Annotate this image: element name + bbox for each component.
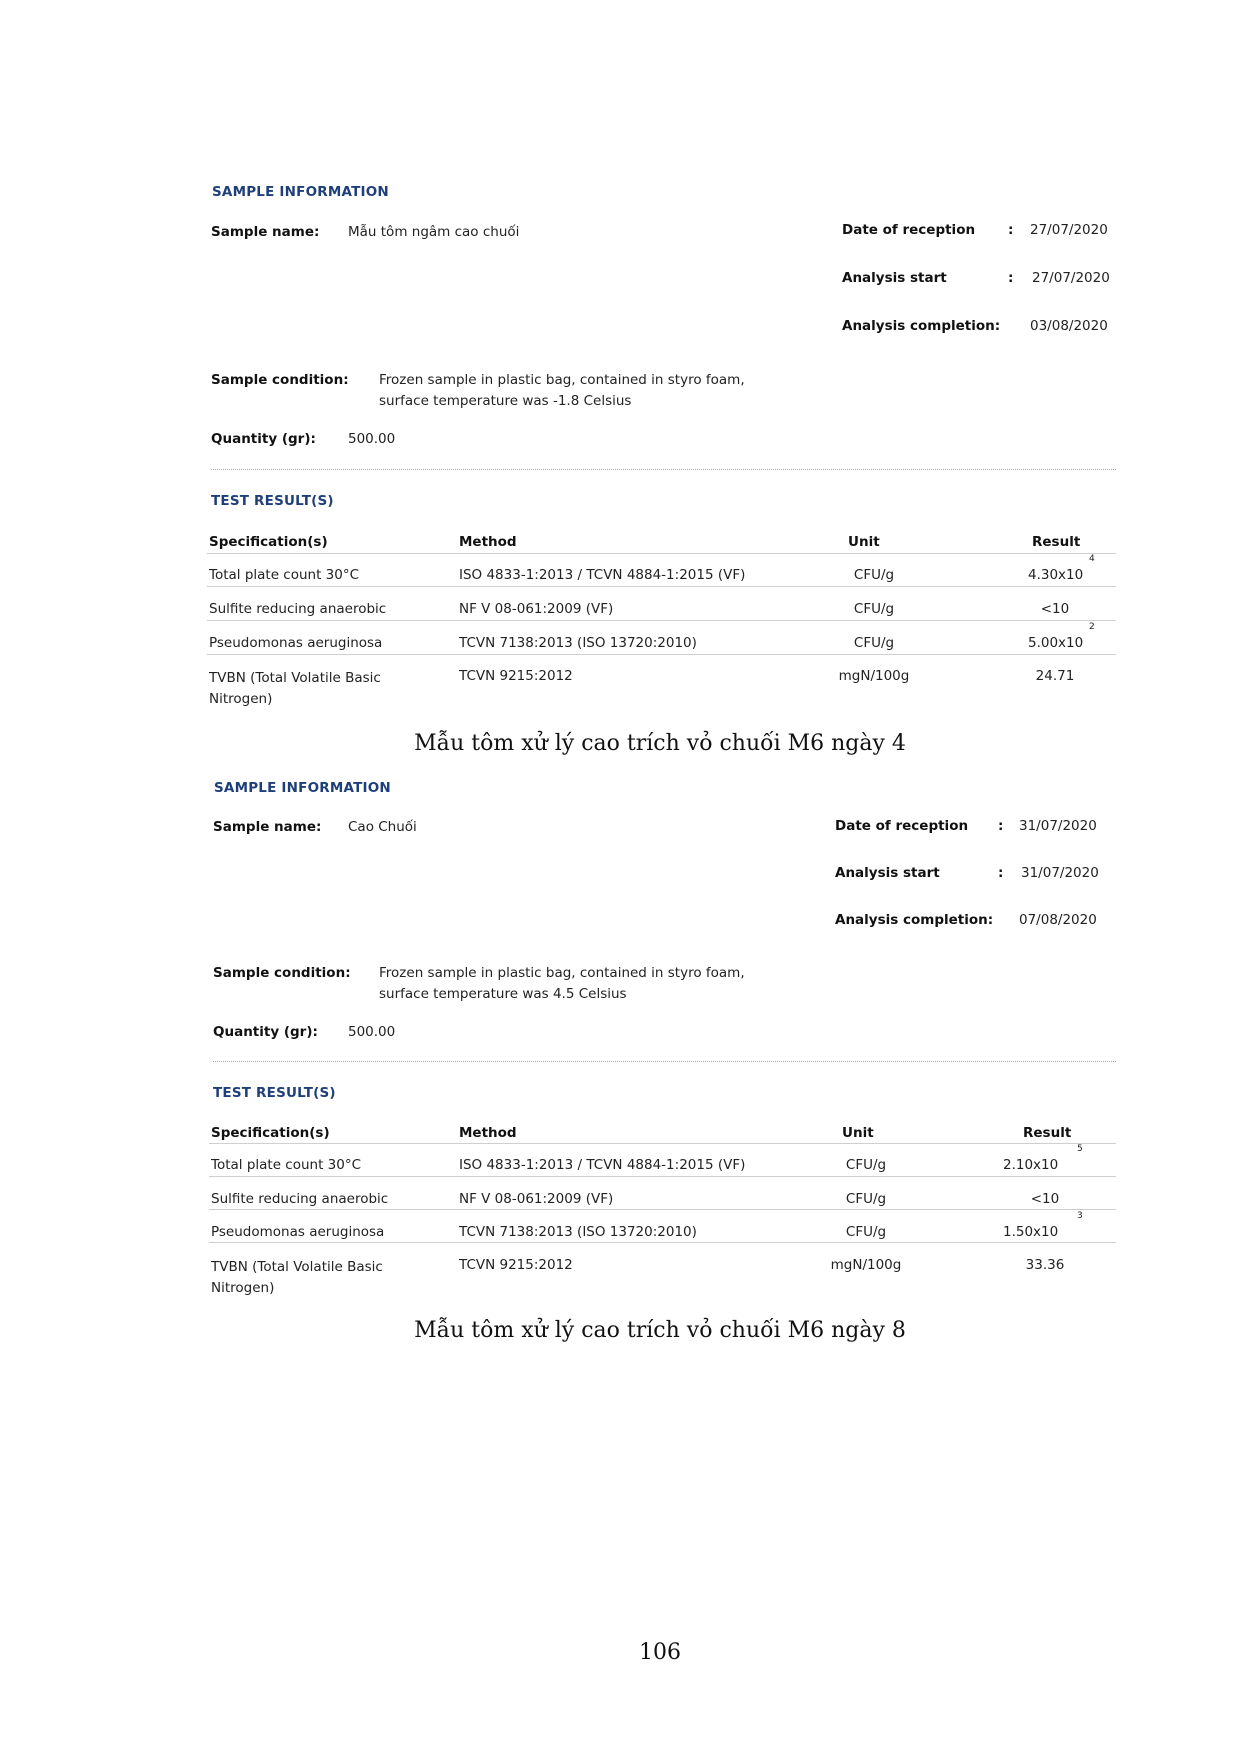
table-cell-result: 1.50x10 <box>1003 1224 1059 1240</box>
analysis-start-value: 31/07/2020 <box>1021 865 1099 881</box>
result-exponent: 4 <box>1089 554 1095 564</box>
page-number: 106 <box>639 1640 681 1665</box>
table-cell-unit: CFU/g <box>845 1157 887 1173</box>
sample-name-label: Sample name: <box>213 819 322 835</box>
table-cell-unit: mgN/100g <box>830 1257 902 1273</box>
table-row-rule <box>209 1209 1116 1210</box>
table-cell-spec: TVBN (Total Volatile Basic Nitrogen) <box>211 1259 383 1296</box>
quantity-value: 500.00 <box>348 1024 396 1040</box>
date-reception-colon: : <box>1008 222 1014 238</box>
analysis-completion-label: Analysis completion: <box>842 318 1001 334</box>
table-cell-method: NF V 08-061:2009 (VF) <box>459 1191 614 1207</box>
table-cell-unit: CFU/g <box>845 1224 887 1240</box>
section-divider <box>213 1061 1116 1062</box>
section-divider <box>211 469 1116 470</box>
analysis-start-colon: : <box>998 865 1004 881</box>
table-header-rule <box>207 553 1116 554</box>
analysis-completion-value: 07/08/2020 <box>1019 912 1097 928</box>
table-cell-unit: mgN/100g <box>838 668 910 684</box>
sample-condition-line1: Frozen sample in plastic bag, contained in styro foam, <box>379 372 745 388</box>
caption: Mẫu tôm xử lý cao trích vỏ chuối M6 ngày 4 <box>414 731 906 756</box>
col-header-result: Result <box>1032 534 1081 550</box>
table-header-rule <box>209 1143 1116 1144</box>
col-header-unit: Unit <box>842 1125 874 1141</box>
table-cell-result: 33.36 <box>1025 1257 1065 1273</box>
caption: Mẫu tôm xử lý cao trích vỏ chuối M6 ngày 8 <box>414 1318 906 1343</box>
table-cell-spec: Pseudomonas aeruginosa <box>211 1224 385 1240</box>
result-exponent: 2 <box>1089 622 1095 632</box>
quantity-label: Quantity (gr): <box>211 431 316 447</box>
date-reception-label: Date of reception <box>842 222 976 238</box>
table-cell-method: TCVN 9215:2012 <box>459 1257 573 1273</box>
col-header-method: Method <box>459 534 517 550</box>
table-cell-spec: Pseudomonas aeruginosa <box>209 635 383 651</box>
table-cell-result: <10 <box>1040 601 1070 617</box>
col-header-unit: Unit <box>848 534 880 550</box>
table-cell-spec: TVBN (Total Volatile Basic Nitrogen) <box>209 670 381 707</box>
date-reception-value: 31/07/2020 <box>1019 818 1097 834</box>
table-row-rule <box>209 1176 1116 1177</box>
table-row-rule <box>207 654 1116 655</box>
table-cell-unit: CFU/g <box>853 601 895 617</box>
sample-info-heading: SAMPLE INFORMATION <box>212 184 389 200</box>
col-header-specification: Specification(s) <box>211 1125 330 1141</box>
table-row-rule <box>207 586 1116 587</box>
table-cell-spec: Total plate count 30°C <box>211 1157 362 1173</box>
test-results-heading: TEST RESULT(S) <box>211 493 334 509</box>
table-cell-spec: Total plate count 30°C <box>209 567 360 583</box>
sample-condition-line1: Frozen sample in plastic bag, contained in styro foam, <box>379 965 745 981</box>
table-cell-unit: CFU/g <box>853 635 895 651</box>
analysis-completion-value: 03/08/2020 <box>1030 318 1108 334</box>
col-header-result: Result <box>1023 1125 1072 1141</box>
table-cell-method: TCVN 9215:2012 <box>459 668 573 684</box>
date-reception-value: 27/07/2020 <box>1030 222 1108 238</box>
sample-name-value: Mẫu tôm ngâm cao chuối <box>348 224 520 240</box>
table-cell-result: 5.00x10 <box>1028 635 1084 651</box>
sample-condition-label: Sample condition: <box>211 372 349 388</box>
sample-condition-line2: surface temperature was 4.5 Celsius <box>379 986 627 1002</box>
table-cell-spec: Sulfite reducing anaerobic <box>209 601 387 617</box>
sample-info-heading: SAMPLE INFORMATION <box>214 780 391 796</box>
result-exponent: 3 <box>1077 1211 1083 1221</box>
table-cell-method: ISO 4833-1:2013 / TCVN 4884-1:2015 (VF) <box>459 1157 746 1173</box>
quantity-value: 500.00 <box>348 431 396 447</box>
sample-condition-line2: surface temperature was -1.8 Celsius <box>379 393 632 409</box>
date-reception-label: Date of reception <box>835 818 969 834</box>
analysis-start-label: Analysis start <box>835 865 940 881</box>
sample-condition-label: Sample condition: <box>213 965 351 981</box>
table-cell-method: NF V 08-061:2009 (VF) <box>459 601 614 617</box>
col-header-specification: Specification(s) <box>209 534 328 550</box>
table-row-rule <box>207 620 1116 621</box>
table-cell-method: TCVN 7138:2013 (ISO 13720:2010) <box>459 1224 697 1240</box>
table-cell-method: ISO 4833-1:2013 / TCVN 4884-1:2015 (VF) <box>459 567 746 583</box>
col-header-method: Method <box>459 1125 517 1141</box>
analysis-start-colon: : <box>1008 270 1014 286</box>
table-cell-result: 2.10x10 <box>1003 1157 1059 1173</box>
sample-name-label: Sample name: <box>211 224 320 240</box>
table-cell-method: TCVN 7138:2013 (ISO 13720:2010) <box>459 635 697 651</box>
table-cell-spec: Sulfite reducing anaerobic <box>211 1191 389 1207</box>
table-row-rule <box>209 1242 1116 1243</box>
table-cell-result: <10 <box>1030 1191 1060 1207</box>
test-results-heading: TEST RESULT(S) <box>213 1085 336 1101</box>
date-reception-colon: : <box>998 818 1004 834</box>
analysis-completion-label: Analysis completion: <box>835 912 994 928</box>
table-cell-result: 24.71 <box>1035 668 1075 684</box>
table-cell-unit: CFU/g <box>853 567 895 583</box>
sample-name-value: Cao Chuối <box>348 819 417 835</box>
quantity-label: Quantity (gr): <box>213 1024 318 1040</box>
analysis-start-value: 27/07/2020 <box>1032 270 1110 286</box>
analysis-start-label: Analysis start <box>842 270 947 286</box>
result-exponent: 5 <box>1077 1144 1083 1154</box>
table-cell-unit: CFU/g <box>845 1191 887 1207</box>
table-cell-result: 4.30x10 <box>1028 567 1084 583</box>
